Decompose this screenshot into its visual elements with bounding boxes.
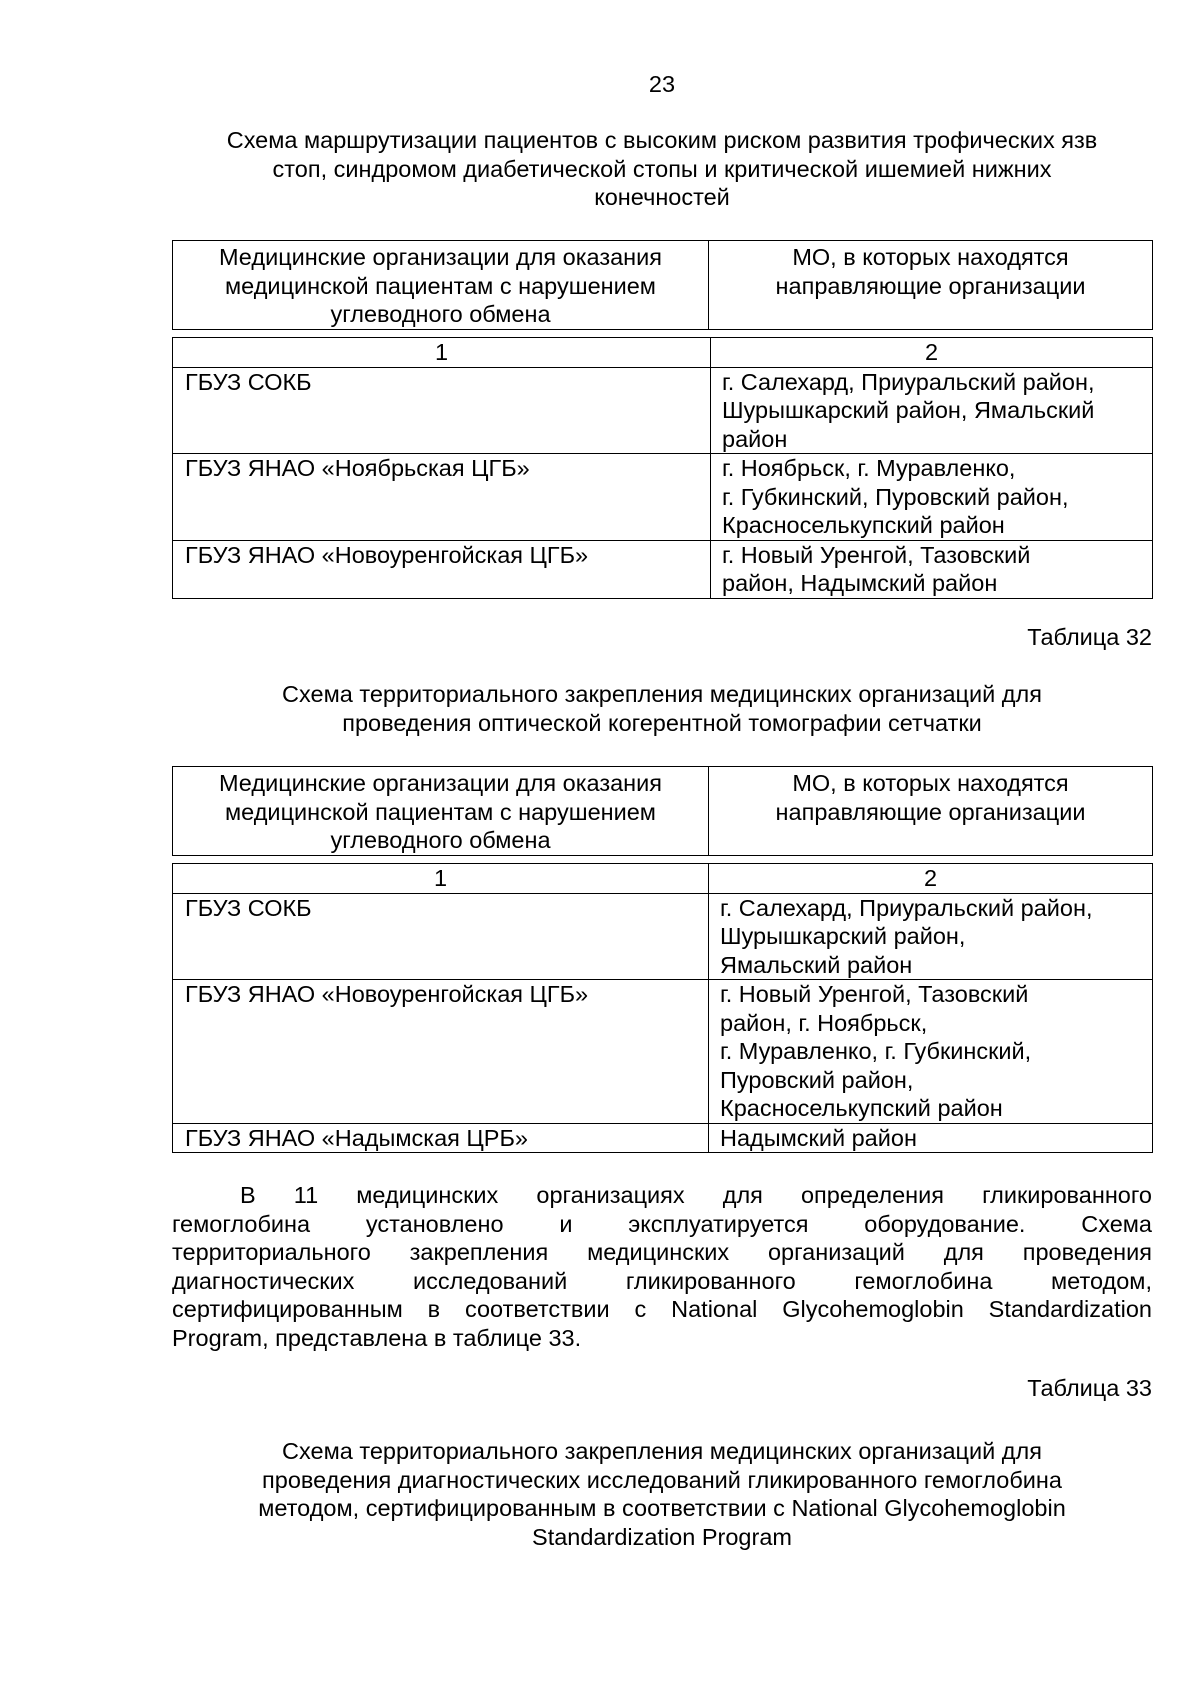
title-line: проведения оптической когерентной томографии сетчатки [342,709,982,736]
header-line: углеводного обмена [330,301,551,327]
area-line: Пуровский район, [720,1066,914,1093]
table-row [173,1123,1153,1153]
title-line: Схема маршрутизации пациентов с высоким риском развития трофических язв [226,127,1098,153]
area-line: Красноселькупский район [722,512,1005,538]
org-cell: ГБУЗ ЯНАО «Новоуренгойская ЦГБ» [173,980,709,1124]
table-row [173,540,1153,598]
title-line: конечностей [594,184,730,210]
area-line: Надымский район [720,1124,917,1151]
area-line: район, г. Ноябрьск, [720,1009,928,1036]
header-line: Медицинские организации для оказания [218,244,663,270]
area-line: г. Губкинский, Пуровский район, [722,483,1069,510]
area-line: г. Ноябрьск, г. Муравленко, [722,455,1016,481]
header-line: направляющие организации [775,272,1086,299]
paragraph-line: Program, представлена в таблице 33. [172,1324,582,1351]
body-paragraph [172,1181,1152,1352]
area-line: Шурышкарский район, [720,923,966,949]
org-cell: ГБУЗ СОКБ [173,893,709,980]
area-line: Красноселькупский район [720,1095,1003,1121]
org-cell: ГБУЗ ЯНАО «Ноябрьская ЦГБ» [173,454,711,541]
table-31-header [172,240,1153,330]
title-line: проведения диагностических исследований гликированного гемоглобина [262,1466,1062,1493]
column-number-row [173,864,1153,894]
column-number: 2 [709,864,1153,894]
table-31-title [172,126,1152,212]
area-line: г. Салехард, Приуральский район, [722,368,1095,395]
table-32-title [172,680,1152,737]
column-number: 1 [173,338,711,368]
header-line: МО, в которых находятся [792,244,1069,270]
title-line: Схема территориального закрепления медицинских организаций для [282,1438,1042,1464]
table-31-body [172,337,1153,599]
column-number: 2 [711,338,1153,368]
header-cell-referring [709,241,1153,330]
org-cell: ГБУЗ ЯНАО «Новоуренгойская ЦГБ» [173,540,711,598]
page-number: 23 [648,71,676,97]
table-row [173,893,1153,980]
title-line: Схема территориального закрепления медицинских организаций для [282,681,1042,707]
column-number: 1 [173,864,709,894]
table-33-title [172,1437,1152,1551]
paragraph-line: диагностических исследований гликированного гемоглобина методом, [172,1267,1152,1294]
header-cell-organizations [173,241,709,330]
paragraph-line: сертифицированным в соответствии с National Glycohemoglobin Standardization [172,1296,1152,1322]
header-line: медицинской пациентам с нарушением [225,798,656,825]
header-line: углеводного обмена [330,827,551,853]
org-cell: ГБУЗ СОКБ [173,367,711,454]
table-row [173,367,1153,454]
area-line: район [722,425,788,452]
area-line: г. Новый Уренгой, Тазовский [722,541,1031,568]
paragraph-line: В 11 медицинских организациях для определения гликированного [240,1182,1152,1208]
areas-cell [711,540,1153,598]
title-line: стоп, синдромом диабетической стопы и критической ишемией нижних [272,155,1052,182]
table-33-label: Таблица 33 [1027,1375,1152,1401]
table-row [173,980,1153,1124]
areas-cell [709,980,1153,1124]
area-line: г. Салехард, Приуральский район, [720,894,1093,921]
header-row [173,767,1153,856]
org-cell: ГБУЗ ЯНАО «Надымская ЦРБ» [173,1123,709,1153]
header-row [173,241,1153,330]
table-32-header [172,766,1153,856]
paragraph-line: гемоглобина установлено и эксплуатируется оборудование. Схема [172,1210,1152,1237]
area-line: Ямальский район [720,951,913,978]
header-cell-referring [709,767,1153,856]
areas-cell [711,454,1153,541]
table-row [173,454,1153,541]
areas-cell [711,367,1153,454]
header-line: направляющие организации [775,798,1086,825]
area-line: район, Надымский район [722,570,998,596]
header-line: МО, в которых находятся [792,770,1069,796]
title-line: Standardization Program [532,1523,792,1550]
table-32-label: Таблица 32 [1027,624,1152,650]
table-32-body [172,863,1153,1153]
areas-cell [709,1123,1153,1153]
header-line: медицинской пациентам с нарушением [225,272,656,299]
area-line: г. Муравленко, г. Губкинский, [720,1038,1032,1064]
paragraph-line: территориального закрепления медицинских организаций для проведения [172,1239,1152,1265]
header-cell-organizations [173,767,709,856]
column-number-row [173,338,1153,368]
header-line: Медицинские организации для оказания [218,770,663,796]
area-line: Шурышкарский район, Ямальский [722,397,1095,423]
title-line: методом, сертифицированным в соответствии с National Glycohemoglobin [258,1495,1066,1521]
areas-cell [709,893,1153,980]
area-line: г. Новый Уренгой, Тазовский [720,981,1029,1007]
